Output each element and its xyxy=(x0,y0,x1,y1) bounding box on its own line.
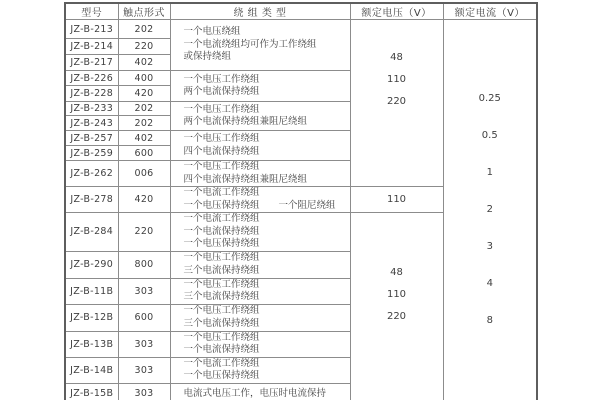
current-value: 1 xyxy=(486,167,493,178)
winding-type-cell xyxy=(170,161,350,187)
model-cell: JZ-B-14B xyxy=(65,357,118,383)
cell-line: 或保持绕组 xyxy=(183,51,232,63)
winding-type-cell xyxy=(170,102,350,131)
cell-line: 一个电压保持绕组 xyxy=(183,370,260,381)
contact-form-cell: 600 xyxy=(118,146,170,161)
model-cell: JZ-B-217 xyxy=(65,55,118,71)
cell-line: 一个电压保持绕组 xyxy=(183,238,260,249)
winding-type-cell xyxy=(170,331,350,357)
cell-line: 一个电流保持绕组 xyxy=(183,225,260,237)
cell-line: 一个电压工作绕组 xyxy=(183,73,260,85)
model-cell: JZ-B-233 xyxy=(65,102,118,116)
cell-line: 电流式电压工作，电压时电流保持 xyxy=(183,387,327,399)
cell-line: 一个电压保持绕组 一个阻尼绕组 xyxy=(183,199,336,211)
cell-line: 一个电压工作绕组 xyxy=(183,161,260,172)
header-contact-form: 触点形式 xyxy=(118,3,170,20)
model-cell: JZ-B-13B xyxy=(65,331,118,357)
model-cell: JZ-B-11B xyxy=(65,278,118,304)
header-rated-current: 额定电流（V） xyxy=(443,3,537,20)
model-cell: JZ-B-284 xyxy=(65,213,118,252)
model-cell: JZ-B-15B xyxy=(65,383,118,400)
cell-line: 一个电压工作绕组 xyxy=(183,305,260,316)
model-cell: JZ-B-243 xyxy=(65,116,118,131)
model-cell: JZ-B-214 xyxy=(65,39,118,55)
cell-line: 一个电流保持绕组 xyxy=(183,344,260,355)
model-cell: JZ-B-290 xyxy=(65,251,118,278)
winding-type-cell xyxy=(170,251,350,278)
contact-form-cell: 400 xyxy=(118,71,170,86)
contact-form-cell: 303 xyxy=(118,278,170,304)
cell-line: 四个电流保持绕组 xyxy=(183,145,260,157)
contact-form-cell: 220 xyxy=(118,39,170,55)
voltage-value: 48 xyxy=(390,267,403,278)
winding-type-cell xyxy=(170,20,350,71)
contact-form-cell: 303 xyxy=(118,357,170,383)
voltage-value: 110 xyxy=(386,74,407,85)
cell-line: 一个电压工作绕组 xyxy=(183,331,260,343)
current-value: 8 xyxy=(486,315,493,326)
contact-form-cell: 220 xyxy=(118,213,170,252)
winding-type-cell xyxy=(170,383,350,400)
contact-form-cell: 402 xyxy=(118,131,170,146)
header-winding-type: 绕 组 类 型 xyxy=(170,3,350,20)
relay-spec-table xyxy=(64,2,538,400)
cell-line: 三个电流保持绕组 xyxy=(183,317,260,329)
cell-line: 一个电流工作绕组 xyxy=(183,187,260,198)
header-row xyxy=(65,3,537,20)
cell-line: 三个电流保持绕组 xyxy=(183,264,260,276)
current-value: 0.5 xyxy=(481,130,498,141)
current-value: 0.25 xyxy=(478,93,501,104)
rated-voltage-cell xyxy=(350,187,443,213)
winding-type-cell xyxy=(170,187,350,213)
cell-line: 两个电流保持绕组 xyxy=(183,86,260,97)
winding-type-cell xyxy=(170,357,350,383)
cell-line: 一个电流工作绕组 xyxy=(183,213,260,224)
model-cell: JZ-B-278 xyxy=(65,187,118,213)
model-cell: JZ-B-12B xyxy=(65,304,118,331)
rated-voltage-cell xyxy=(350,20,443,187)
model-cell: JZ-B-262 xyxy=(65,161,118,187)
model-cell: JZ-B-226 xyxy=(65,71,118,86)
winding-type-cell xyxy=(170,213,350,252)
model-cell: JZ-B-259 xyxy=(65,146,118,161)
voltage-value: 110 xyxy=(386,193,407,205)
voltage-value: 110 xyxy=(386,289,407,300)
winding-type-cell xyxy=(170,71,350,102)
current-value: 4 xyxy=(486,278,493,289)
contact-form-cell: 303 xyxy=(118,383,170,400)
contact-form-cell: 402 xyxy=(118,55,170,71)
contact-form-cell: 202 xyxy=(118,102,170,116)
model-cell: JZ-B-228 xyxy=(65,86,118,102)
voltage-value: 220 xyxy=(386,96,407,107)
cell-line: 一个电压绕组 xyxy=(183,26,241,38)
contact-form-cell: 800 xyxy=(118,251,170,278)
contact-form-cell: 006 xyxy=(118,161,170,187)
contact-form-cell: 202 xyxy=(118,20,170,39)
cell-line: 一个电压工作绕组 xyxy=(183,278,260,290)
contact-form-cell: 303 xyxy=(118,331,170,357)
cell-line: 一个电流工作绕组 xyxy=(183,357,260,369)
rated-current-cell xyxy=(443,20,537,400)
contact-form-cell: 420 xyxy=(118,187,170,213)
contact-form-cell: 202 xyxy=(118,116,170,131)
contact-form-cell: 600 xyxy=(118,304,170,331)
voltage-value: 220 xyxy=(386,311,407,322)
cell-line: 两个电流保持绕组兼阻尼绕组 xyxy=(183,116,308,127)
voltage-value: 48 xyxy=(390,52,403,63)
cell-line: 一个电压工作绕组 xyxy=(183,252,260,263)
cell-line: 三个电流保持绕组 xyxy=(183,291,260,302)
cell-line: 一个电流绕组均可作为工作绕组 xyxy=(183,38,317,50)
cell-line: 一个电压工作绕组 xyxy=(183,133,260,144)
current-value: 3 xyxy=(486,241,493,252)
header-model: 型号 xyxy=(65,3,118,20)
winding-type-cell xyxy=(170,131,350,161)
header-rated-voltage: 额定电压（V） xyxy=(350,3,443,20)
cell-line: 四个电流保持绕组兼阻尼绕组 xyxy=(183,173,308,185)
model-cell: JZ-B-213 xyxy=(65,20,118,39)
model-cell: JZ-B-257 xyxy=(65,131,118,146)
winding-type-cell xyxy=(170,278,350,304)
current-value: 2 xyxy=(486,204,493,215)
rated-voltage-cell xyxy=(350,213,443,400)
cell-line: 一个电压工作绕组 xyxy=(183,103,260,115)
table-row xyxy=(65,20,537,39)
contact-form-cell: 420 xyxy=(118,86,170,102)
winding-type-cell xyxy=(170,304,350,331)
